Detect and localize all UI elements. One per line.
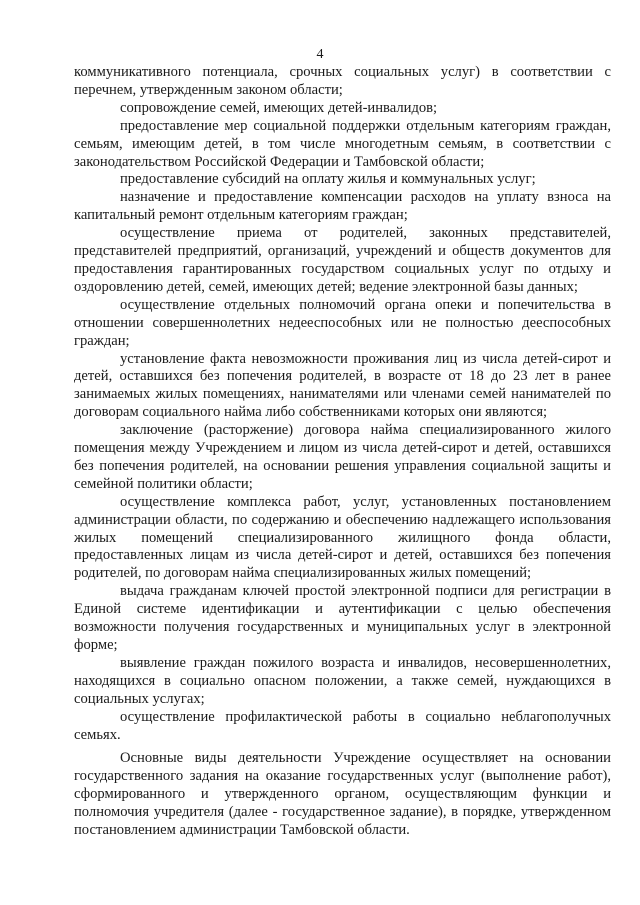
paragraph-guardianship: осуществление отдельных полномочий органа опеки и попечительства в отношении совершеннолетних недееспособных или не полностью дееспособных граждан;: [74, 296, 611, 349]
document-body: [74, 64, 611, 840]
paragraph-identification: выявление граждан пожилого возраста и инвалидов, несовершеннолетних, находящихся в социально опасном положении, а также семей, нуждающихся в социальных услугах;: [74, 654, 611, 707]
paragraph-prevention: осуществление профилактической работы в социально неблагополучных семьях.: [74, 708, 611, 743]
paragraph-state-assignment: Основные виды деятельности Учреждение осуществляет на основании государственного задания на оказание государственных услуг (выполнение работ), сформированного и утвержденного органом, осуществляющим функции и полномочия учредителя (далее - государственное задание), в порядке, утвержденном постановлением администрации Тамбовской области.: [74, 750, 611, 839]
page-number: 4: [316, 47, 324, 62]
paragraph-continuation: коммуникативного потенциала, срочных социальных услуг) в соответствии с перечнем, утвержденным законом области;: [74, 64, 611, 98]
paragraph-orphans-residence: установление факта невозможности проживания лиц из числа детей-сирот и детей, оставшихся без попечения родителей, в возрасте от 18 до 23 лет в ранее занимаемых жилых помещениях, нанимателями или членами семей нанимателей по договорам социального найма либо собственниками которых они являются;: [74, 350, 611, 421]
paragraph-disabled-children-support: сопровождение семей, имеющих детей-инвалидов;: [120, 99, 438, 116]
paragraph-lease-contract: заключение (расторжение) договора найма специализированного жилого помещения между Учреждением и лицом из числа детей-сирот и детей, оставшихся без попечения родителей, на основании решения управления социальной защиты и семейной политики области;: [74, 422, 611, 492]
paragraph-specialized-housing: осуществление комплекса работ, услуг, установленных постановлением администрации области, по содержанию и обеспечению надлежащего использования жилых помещений специализированного жилищного фонда области, предоставленных лицам из числа детей-сирот и детей, оставшихся без попечения родителей, по договорам найма специализированных жилых помещений;: [74, 493, 611, 582]
paragraph-social-support-measures: предоставление мер социальной поддержки отдельным категориям граждан, семьям, имеющим детей, в том числе многодетным семьям, в соответствии с законодательством Российской Федерации и Тамбовской области;: [74, 117, 611, 170]
paragraph-document-intake: осуществление приема от родителей, законных представителей, представителей предприятий, организаций, учреждений и обществ документов для предоставления гарантированных государством социальных услуг по отдыху и оздоровлению детей, семей, имеющих детей; ведение электронной базы данных;: [74, 225, 611, 295]
paragraph-capital-repair-compensation: назначение и предоставление компенсации расходов на уплату взноса на капитальный ремонт отдельным категориям граждан;: [74, 189, 611, 224]
paragraph-housing-subsidies: предоставление субсидий на оплату жилья и коммунальных услуг;: [120, 171, 536, 188]
paragraph-electronic-signature: выдача гражданам ключей простой электронной подписи для регистрации в Единой системе идентификации и аутентификации с целью обеспечения возможности получения государственных и муниципальных услуг в электронной форме;: [74, 583, 611, 653]
